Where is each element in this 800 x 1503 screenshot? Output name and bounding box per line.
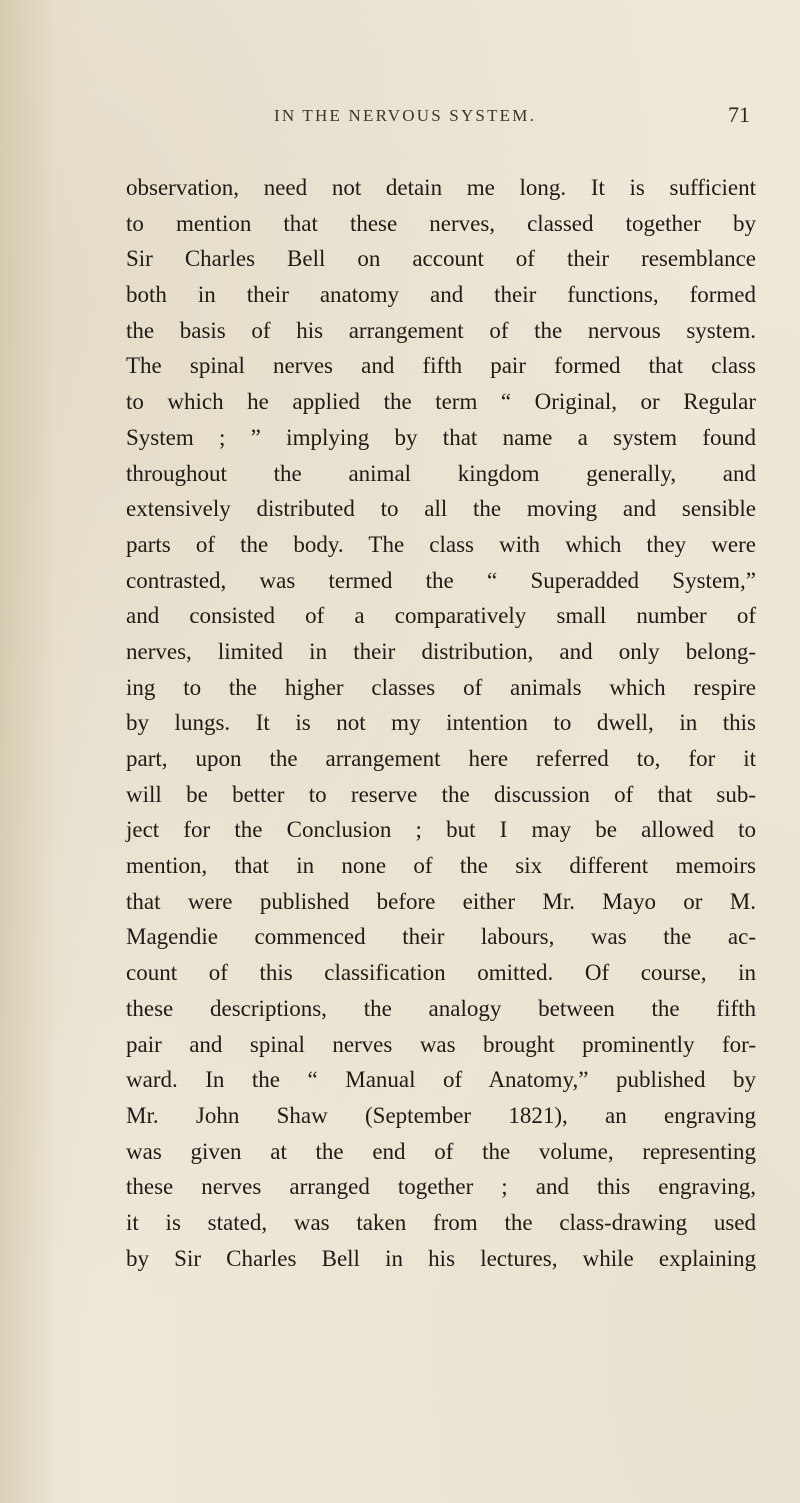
running-head [60,102,750,136]
text-line: was given at the end of the volume, representing [126,1138,756,1164]
text-line: nerves, limited in their distribution, and only belong- [126,638,756,664]
text-line: the basis of his arrangement of the nervous system. [126,317,756,343]
text-line: pair and spinal nerves was brought prominently for- [126,1031,756,1057]
text-line: it is stated, was taken from the class-drawing used [126,1209,756,1235]
text-line: extensively distributed to all the moving and sensible [126,496,756,522]
text-line: count of this classification omitted. Of course, in [126,960,756,986]
text-line: Magendie commenced their labours, was the ac- [126,924,756,950]
text-line: Mr. John Shaw (September 1821), an engraving [126,1102,756,1128]
text-line: and consisted of a comparatively small number of [126,603,756,629]
text-line: by Sir Charles Bell in his lectures, while explaining [126,1245,756,1271]
body-text [126,170,756,1276]
text-line: contrasted, was termed the “ Superadded System,” [126,567,756,593]
text-line: System ; ” implying by that name a system found [126,424,756,450]
text-line: these descriptions, the analogy between the fifth [126,995,756,1021]
page-edge-shadow [0,0,95,1503]
running-title: IN THE NERVOUS SYSTEM. [273,106,537,125]
text-line: part, upon the arrangement here referred to, for it [126,746,756,771]
text-line: both in their anatomy and their functions, formed [126,282,756,308]
text-line: parts of the body. The class with which they were [126,531,756,557]
text-line: to mention that these nerves, classed together by [126,210,756,236]
text-line: to which he applied the term “ Original, or Regular [126,389,756,415]
text-line: throughout the animal kingdom generally, and [126,460,756,486]
text-line: ing to the higher classes of animals which respire [126,674,756,700]
text-line: these nerves arranged together ; and this engraving, [126,1174,756,1200]
text-line: that were published before either Mr. Mayo or M. [126,888,756,914]
text-line: observation, need not detain me long. It is sufficient [126,175,756,200]
text-line: Sir Charles Bell on account of their resemblance [126,246,756,272]
text-line: ject for the Conclusion ; but I may be allowed to [126,817,756,843]
text-line: by lungs. It is not my intention to dwell, in this [126,710,756,736]
page-number: 71 [728,102,750,127]
text-line: mention, that in none of the six different memoirs [126,853,756,879]
text-line: ward. In the “ Manual of Anatomy,” published by [126,1067,756,1093]
text-line: The spinal nerves and fifth pair formed that class [126,353,756,379]
text-line: will be better to reserve the discussion of that sub- [126,781,756,807]
